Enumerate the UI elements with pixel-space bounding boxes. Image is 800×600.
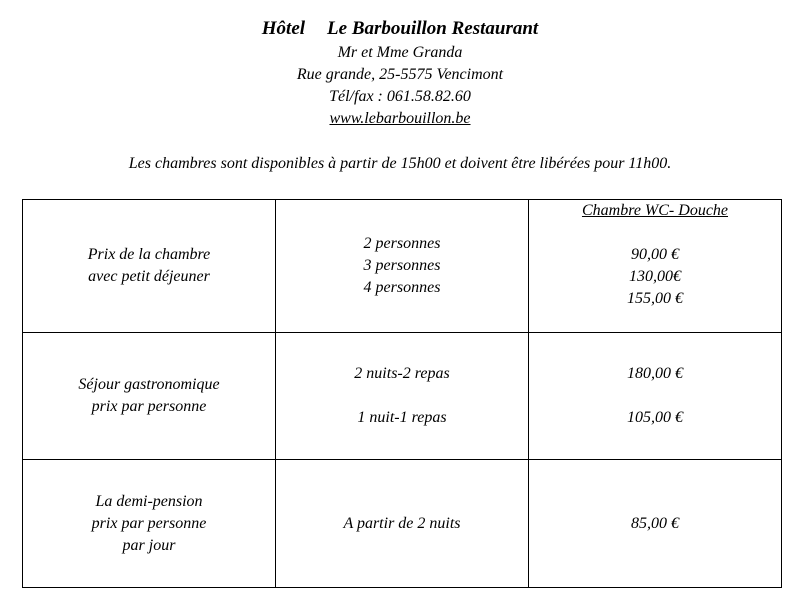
row-options <box>276 200 529 333</box>
label-line: avec petit déjeuner <box>88 268 210 285</box>
row-label <box>23 333 276 460</box>
table-row <box>23 460 782 588</box>
price: 85,00 € <box>631 514 679 532</box>
hotel-name: Le Barbouillon Restaurant <box>327 18 539 39</box>
hotel-label: Hôtel <box>261 18 306 39</box>
label-line: prix par personne <box>91 398 207 415</box>
availability-notice: Les chambres sont disponibles à partir de 15h00 et doivent être libérées pour 11h00. <box>128 155 672 172</box>
price: 130,00€ <box>629 268 681 285</box>
price: 155,00 € <box>627 290 683 307</box>
letterhead <box>0 16 800 130</box>
hotel-title <box>0 16 800 42</box>
price: 180,00 € <box>627 365 683 382</box>
owners: Mr et Mme Granda <box>337 44 463 61</box>
phone-fax: Tél/fax : 061.58.82.60 <box>329 88 471 105</box>
address: Rue grande, 25-5575 Vencimont <box>296 66 504 83</box>
option-line: A partir de 2 nuits <box>343 514 461 532</box>
price: 105,00 € <box>627 409 683 426</box>
row-label <box>23 200 276 333</box>
column-header: Chambre WC- Douche <box>581 202 729 219</box>
row-prices <box>529 200 782 333</box>
row-label <box>23 460 276 588</box>
row-options <box>276 460 529 588</box>
option-line: 2 nuits-2 repas <box>354 365 450 382</box>
rates-table <box>22 199 782 588</box>
label-line: par jour <box>122 536 176 554</box>
website-link[interactable]: www.lebarbouillon.be <box>329 110 471 127</box>
label-line: prix par personne <box>91 514 207 532</box>
row-options <box>276 333 529 460</box>
label-line: La demi-pension <box>95 492 203 510</box>
option-line: 4 personnes <box>363 279 441 296</box>
label-line: Prix de la chambre <box>87 246 211 263</box>
price: 90,00 € <box>631 246 679 263</box>
option-line: 3 personnes <box>363 257 441 274</box>
row-prices <box>529 333 782 460</box>
table-row <box>23 333 782 460</box>
row-prices <box>529 460 782 588</box>
option-line: 1 nuit-1 repas <box>357 409 447 426</box>
option-line: 2 personnes <box>363 235 441 252</box>
label-line: Séjour gastronomique <box>78 376 220 393</box>
table-row <box>23 200 782 333</box>
